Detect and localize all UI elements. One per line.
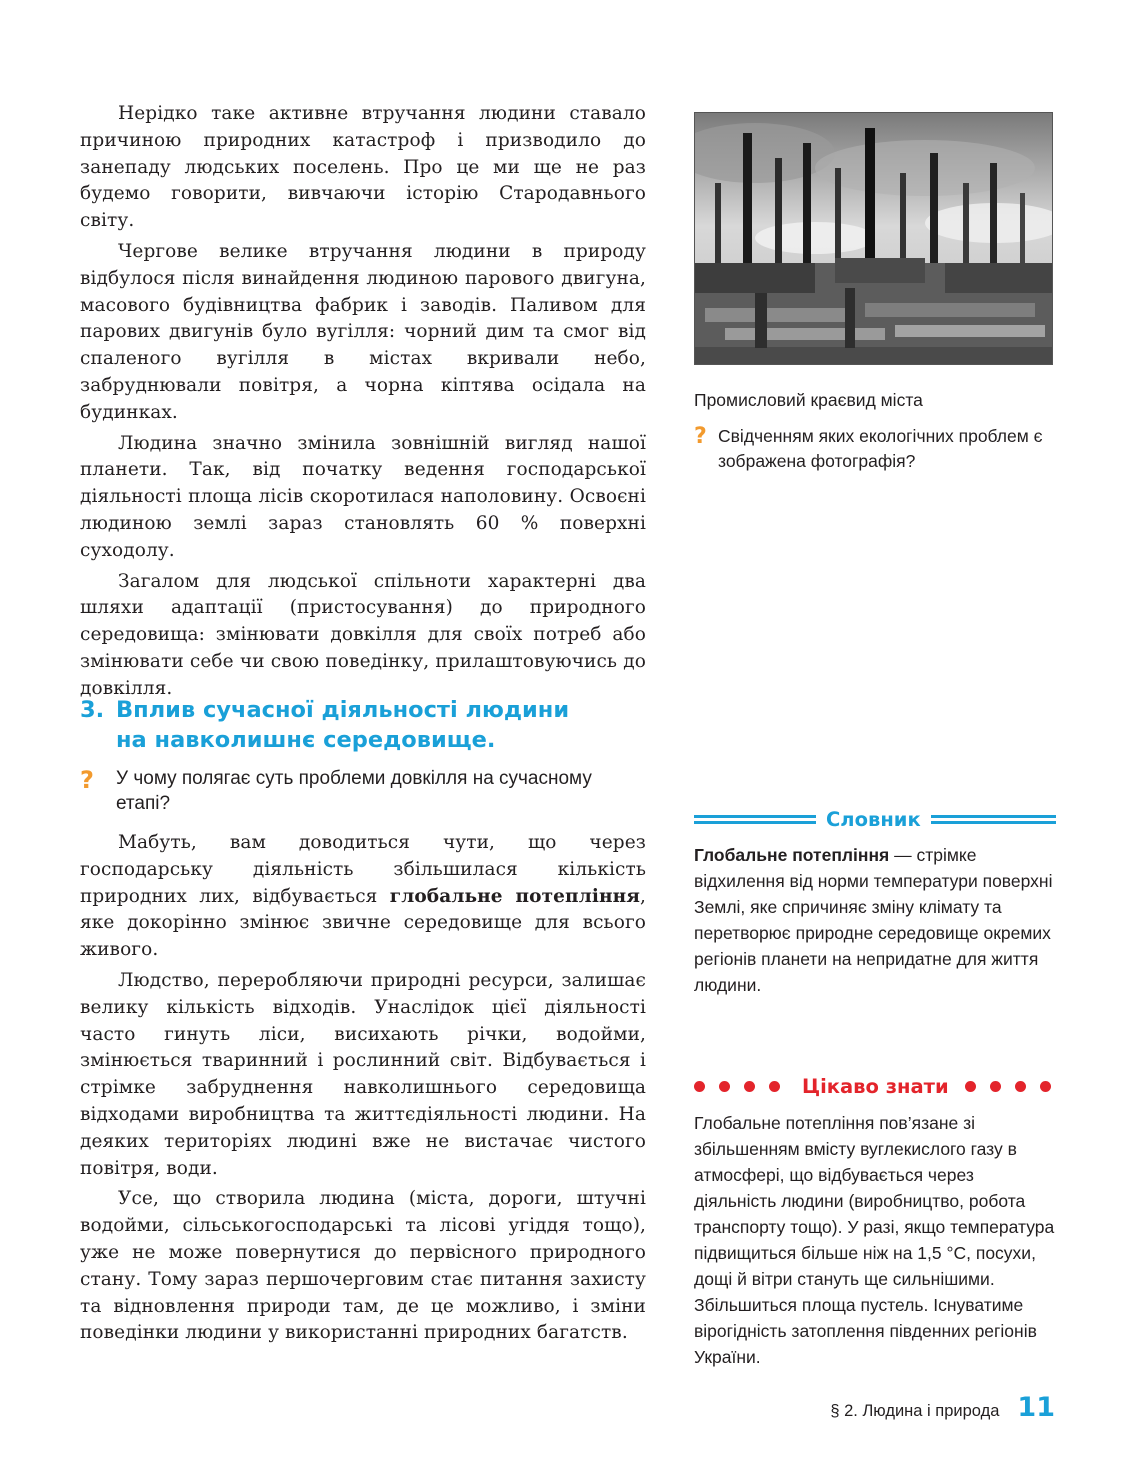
dot-icon: [719, 1081, 730, 1092]
dot-icon: [990, 1081, 1001, 1092]
paragraph: Чергове велике втручання людини в природу відбулося після винайдення людиною парового двигуна, масового будівництва фабрик і заводів. Паливом для парових двигунів було вугілля: чорний дим та смог від спаленого вугілля в містах вкривали небо, забруднювали повітря, а чорна кіптява осідала на будинках.: [80, 240, 646, 423]
dot-icon: [1015, 1081, 1026, 1092]
dot-icon: [1040, 1081, 1051, 1092]
dictionary-entry: [694, 842, 1056, 998]
paragraph: Усе, що створила людина (міста, дороги, штучні водойми, сільськогосподарські та лісові угіддя тощо), уже не може повернутися до первісного природного стану. Тому зараз першочерговим стає питання захисту та відновлення природи там, де це можливо, і зміни поведінки людини у використанні природних багатств.: [80, 1188, 646, 1344]
question-icon: ?: [80, 766, 94, 794]
paragraph: Нерідко таке активне втручання людини ставало причиною природних катастроф і призводило до занепаду людських поселень. Про це ми ще не раз будемо говорити, вивчаючи історію Стародавнього світу.: [80, 103, 646, 232]
paragraph: Людство, переробляючи природні ресурси, залишає велику кількість відходів. Унаслідок цієї діяльності часто гинуть ліси, висихають річки, водойми, змінюється тваринний і рослинний світ. Відбувається і стрімке забруднення навколишнього середовища відходами виробництва та життєдіяльності людини. На деяких територіях людині вже не вистачає чистого повітря, води.: [80, 969, 646, 1179]
footer-section-label: § 2. Людина і природа: [830, 1402, 1000, 1420]
section-title-line2: на навколишнє середовище.: [116, 727, 496, 753]
dictionary-term: Глобальне потепління: [694, 845, 890, 865]
dot-icon: [769, 1081, 780, 1092]
paragraph: Людина значно змінила зовнішній вигляд нашої планети. Так, від початку ведення господарської діяльності площа лісів скоротилася наполовину. Освоєні людиною землі зараз становлять 60 % поверхні суходолу.: [80, 432, 646, 561]
bold-term: глобальне потепління: [389, 885, 641, 907]
section-question: [80, 766, 650, 816]
paragraph: Мабуть, вам доводиться чути, що через господарську діяльність збільшилася кількість природних лих, відбувається глобальне потепління, яке докорінно змінює звичне середовище для всього живого.: [80, 832, 646, 961]
industrial-photo: [694, 112, 1053, 365]
dot-row: [694, 1081, 780, 1092]
section-number: 3.: [80, 697, 105, 723]
header-stripes: [931, 815, 1056, 824]
photo-caption: Промисловий краєвид міста: [694, 390, 923, 410]
main-text-column-lower: [80, 830, 646, 1351]
dictionary-title: Словник: [826, 807, 921, 831]
page-number: 11: [1017, 1392, 1055, 1423]
paragraph: Загалом для людської спільноти характерні два шляхи адаптації (пристосування) до природного середовища: змінювати довкілля для своїх потреб або змінювати себе чи свою поведінку, прилаштовуючись до довкілля.: [80, 570, 646, 699]
question-text: Свідченням яких екологічних проблем є зображена фотографія?: [718, 426, 1043, 471]
fact-text: Глобальне потепління пов’язане зі збільшенням вмісту вуглекислого газу в атмосфері, що відбувається через діяльність людини (виробництво, робота транспорту тощо). У разі, якщо температура підвищиться більше ніж на 1,5 °C, посухи, дощі й вітри стануть ще сильнішими. Збільшиться площа пустель. Існуватиме вірогідність затоплення південних регіонів України.: [694, 1113, 1055, 1367]
dot-icon: [744, 1081, 755, 1092]
question-text: У чому полягає суть проблеми довкілля на сучасному етапі?: [116, 768, 592, 814]
dictionary-definition: — стрімке відхилення від норми температури поверхні Землі, яке спричиняє зміну клімату та перетворює природне середовище окремих регіонів планети на непридатне для життя людини.: [694, 845, 1053, 995]
section-title-line1: Вплив сучасної діяльності людини: [116, 697, 570, 723]
dot-icon: [965, 1081, 976, 1092]
dictionary-header: [694, 806, 1056, 832]
dot-row: [965, 1081, 1051, 1092]
section-heading: [80, 695, 600, 755]
photo-question: [694, 424, 1054, 474]
fact-title: Цікаво знати: [802, 1074, 949, 1098]
question-icon: ?: [694, 424, 707, 449]
dot-icon: [694, 1081, 705, 1092]
page-footer: [830, 1392, 1055, 1423]
main-text-column: [80, 101, 646, 707]
fact-header: [694, 1073, 1056, 1099]
header-stripes: [694, 815, 816, 824]
